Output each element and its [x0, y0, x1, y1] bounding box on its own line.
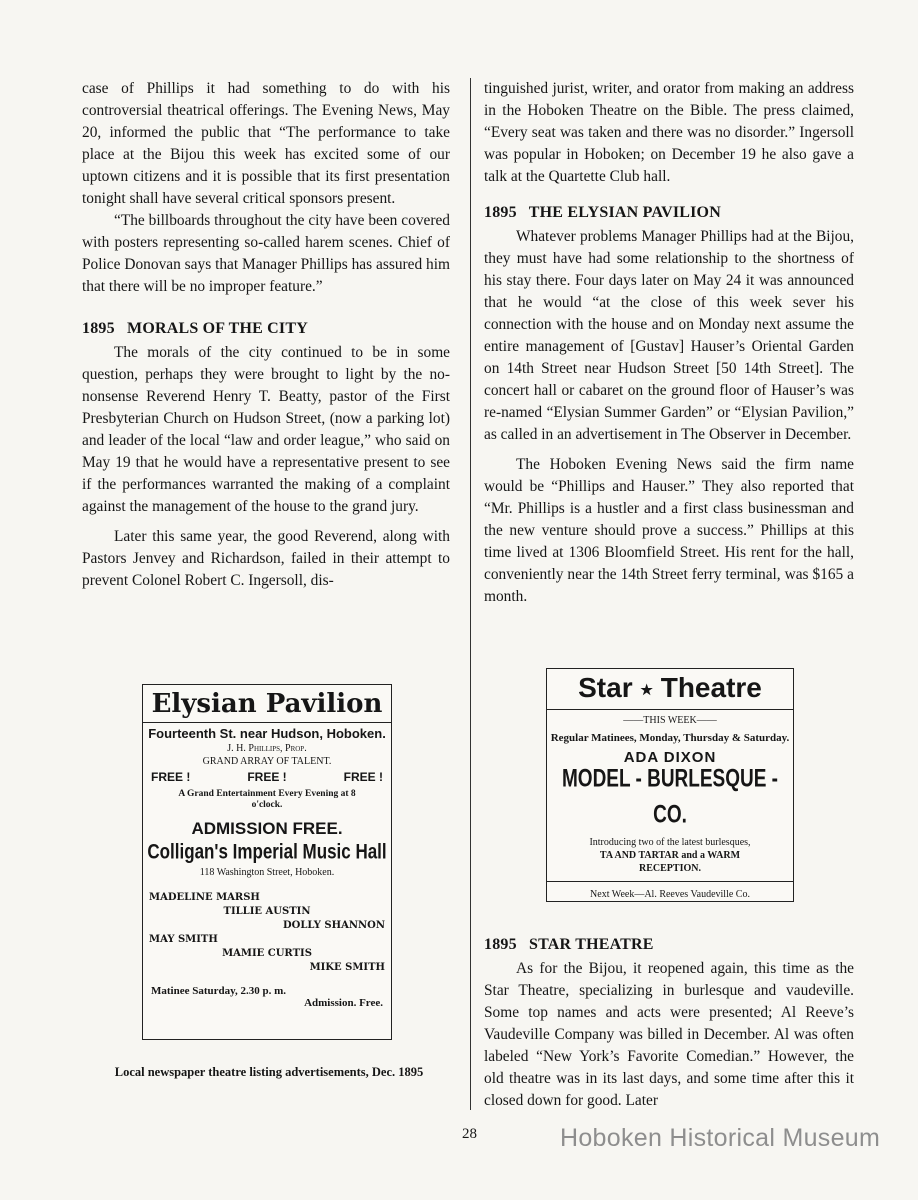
section-heading-morals [82, 318, 450, 340]
ad-street: 118 Washington Street, Hoboken. [199, 867, 335, 878]
paragraph: The morals of the city continued to be in some question, perhaps they were brought to light by the no-nonsense Reverend Henry T. Beatty, pastor of the First Presbyterian Church on Hudson Street, (now a parking lot) and leader of the local “law and order league,” who said on May 19 that he would have a representative present to see if the performances warranted the making of a complaint against the management of the house to the grand jury. [82, 344, 450, 515]
free-label: FREE ! [151, 770, 191, 784]
performer: TILLIE AUSTIN [223, 906, 311, 917]
ad-title-theatre: Theatre [660, 672, 762, 703]
ad-entertainment: A Grand Entertainment Every Evening at 8 o'clock. [178, 789, 356, 810]
section-heading-elysian [484, 202, 854, 224]
ad-proprietor: J. H. Phillips, Prop. [227, 743, 307, 754]
paragraph: Whatever problems Manager Phillips had at the Bijou, they must have had some relationship to the shortness of his stay there. Four days later on May 24 it was announced that he would “at the close of this week sever his connection with the house and on Monday next assume the entire management of [Gustav] Hauser’s Oriental Garden on 14th Street near Hudson Street [50 14th Street]. The concert hall or cabaret on the ground floor of Hauser’s was re-named “Elysian Summer Garden” or “Elysian Pavilion,” as called in an advertisement in The Observer in December. [484, 228, 854, 443]
ad-matinees: Regular Matinees, Monday, Thursday & Saturday. [550, 731, 790, 744]
ad-reception: RECEPTION. [547, 862, 793, 882]
heading-year: 1895 [82, 320, 115, 337]
heading-title: THE ELYSIAN PAVILION [528, 204, 721, 221]
paragraph: As for the Bijou, it reopened again, this time as the Star Theatre, specializing in burlesque and vaudeville. Some top names and acts were presented; Al Reeve’s Vaudeville Company was billed in December. Al was often labeled “New York’s Favorite Comedian.” However, the old theatre was in its last days, and some time after this it closed down for good. Later [484, 960, 854, 1109]
performer-list [143, 891, 391, 975]
performer: DOLLY SHANNON [283, 920, 385, 931]
ad-performer: ADA DIXON [623, 748, 717, 766]
star-icon: ★ [640, 681, 653, 698]
ad-title-star: Star [578, 672, 633, 703]
ad-company: MODEL - BURLESQUE - CO. [561, 765, 779, 829]
ad-tagline: GRAND ARRAY OF TALENT. [202, 756, 332, 767]
paragraph: case of Phillips it had something to do with his controversial theatrical offerings. The Evening News, May 20, informed the public that “The performance to take place at the Bijou this week has excited some of our uptown citizens and it is possible that its first presentation tonight shall have several critical sponsors present. [82, 80, 450, 207]
ad-this-week: ——THIS WEEK—— [623, 714, 717, 726]
ad-admission-free: ADMISSION FREE. [191, 819, 343, 838]
free-label: FREE ! [343, 770, 383, 784]
performer: MAMIE CURTIS [222, 948, 312, 959]
heading-title: MORALS OF THE CITY [127, 320, 308, 337]
heading-year: 1895 [484, 204, 517, 221]
watermark: Hoboken Historical Museum [560, 1124, 881, 1152]
column-divider [470, 78, 471, 1110]
star-theatre-ad [546, 668, 794, 902]
performer: MIKE SMITH [309, 962, 385, 973]
right-column-lower [484, 934, 854, 1112]
performer: MADELINE MARSH [149, 892, 260, 903]
ad-title: Elysian Pavilion [143, 685, 391, 723]
ad-matinee: Matinee Saturday, 2.30 p. m. [151, 985, 287, 997]
performer: MAY SMITH [149, 934, 218, 945]
ad-music-hall: Colligan's Imperial Music Hall [147, 839, 387, 864]
ad-address: Fourteenth St. near Hudson, Hoboken. [148, 726, 386, 741]
left-column [82, 78, 450, 592]
section-heading-star [484, 934, 854, 956]
ad-caption: Local newspaper theatre listing advertisements, Dec. 1895 [114, 1064, 424, 1079]
heading-year: 1895 [484, 936, 517, 953]
paragraph: The Hoboken Evening News said the firm name would be “Phillips and Hauser.” They also reported that “Mr. Phillips is a hustler and a first class businessman and the new venture should prove a success.” Phillips at this time lived at 1306 Bloomfield Street. His rent for the hall, conveniently near the 14th Street ferry terminal, was $165 a month. [484, 456, 854, 605]
ad-next-week: Next Week—Al. Reeves Vaudeville Co. [590, 888, 750, 900]
paragraph: Later this same year, the good Reverend, along with Pastors Jenvey and Richardson, failed in their attempt to prevent Colonel Robert C. Ingersoll, dis- [82, 528, 450, 589]
right-column [484, 78, 854, 608]
paragraph: tinguished jurist, writer, and orator from making an address in the Hoboken Theatre on the Bible. The press claimed, “Every seat was taken and there was no disorder.” Ingersoll was popular in Hoboken; on December 19 he also gave a talk at the Quartette Club hall. [484, 80, 854, 185]
page-number: 28 [462, 1126, 477, 1142]
ad-admission-note: Admission. Free. [304, 997, 383, 1009]
ad-burlesque-title: TA AND TARTAR and a WARM [599, 849, 741, 861]
ad-introducing: Introducing two of the latest burlesques, [589, 836, 751, 848]
free-row [143, 768, 391, 784]
heading-title: STAR THEATRE [529, 936, 654, 953]
elysian-pavilion-ad [142, 684, 392, 1040]
paragraph: “The billboards throughout the city have been covered with posters representing so-called harem scenes. Chief of Police Donovan says that Manager Phillips has assured him that there will be no improper feature.” [82, 212, 450, 295]
free-label: FREE ! [247, 770, 287, 784]
ad-title [547, 669, 793, 710]
